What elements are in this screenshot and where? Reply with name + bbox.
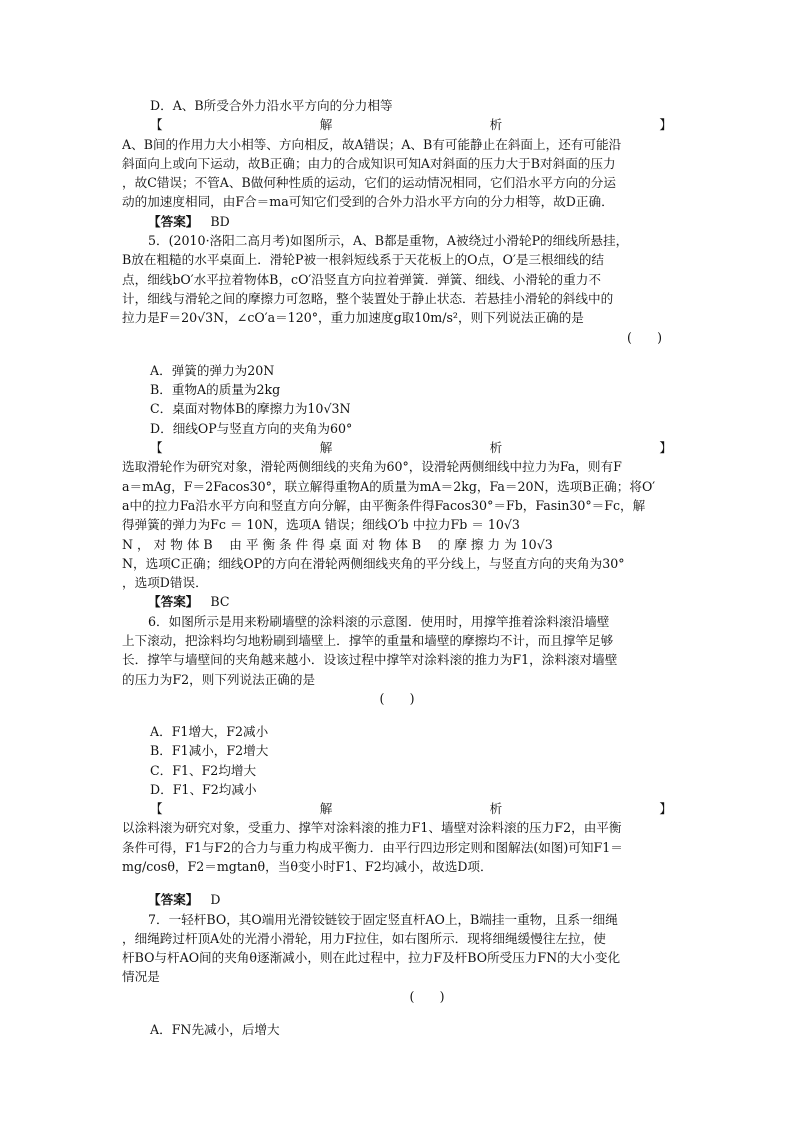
q4-analysis-heading [122, 115, 672, 134]
spacer [122, 708, 672, 722]
q6-answer-blank [122, 689, 672, 708]
answer-parentheses: ( ) [409, 988, 445, 1004]
q6-analysis-heading [122, 799, 672, 818]
q5-stem-line: 5．(2010·洛阳二高月考)如图所示，A、B都是重物，A被绕过小滑轮P的细线所悬挂， [148, 233, 629, 249]
q5-analysis-line: N ， 对 物 体 B 由 平 衡 条 件 得 桌 面 对 物 体 B 的 摩 擦 力 为 10√3 [122, 536, 553, 552]
q5-analysis-line: N，选项C正确；细线OP的方向在滑轮两侧细线夹角的平分线上，与竖直方向的夹角为30° [122, 555, 625, 571]
q7-stem-line: 7．一轻杆BO，其O端用光滑铰链铰于固定竖直杆AO上，B端挂一重物，且系一细绳 [148, 911, 618, 927]
jiexi-close: 】 [659, 117, 672, 133]
q5-answer-blank [122, 328, 672, 347]
spacer [122, 347, 672, 361]
q6-answer [122, 890, 672, 909]
jiexi-close: 】 [659, 440, 672, 456]
answer-label: 【答案】 [148, 594, 199, 610]
answer-value: D [210, 892, 221, 908]
answer-parentheses: ( ) [379, 690, 415, 706]
q6-option-d: D．F1、F2均减小 [150, 781, 257, 797]
q6-option-a: A．F1增大，F2减小 [150, 723, 269, 739]
q4-analysis-line: A、B间的作用力大小相等、方向相反，故A错误；A、B有可能静止在斜面上，还有可能沿 [122, 136, 622, 152]
jiexi-open: 【 [150, 117, 163, 133]
q7-option-a: A．FN先减小，后增大 [150, 1021, 280, 1037]
answer-value: BD [210, 213, 230, 229]
q6-stem-line: 上下滚动，把涂料均匀地粉刷到墙壁上．撑竿的重量和墙壁的摩擦均不计，而且撑竿足够 [122, 633, 614, 649]
q5-stem-line: 点，细线bO′水平拉着物体B，cO′沿竖直方向拉着弹簧．弹簧、细线、小滑轮的重力不 [122, 271, 601, 287]
q6-option-c: C．F1、F2均增大 [150, 762, 257, 778]
spacer [122, 1006, 672, 1020]
q7-answer-blank [122, 987, 672, 1006]
q7-stem-line: 情况是 [122, 969, 160, 985]
answer-label: 【答案】 [148, 892, 199, 908]
q5-option-c: C．桌面对物体B的摩擦力为10√3N [150, 401, 351, 417]
q5-analysis-line: a＝mAg，F＝2Facos30°，联立解得重物A的质量为mA＝2kg，Fa＝20N，选项B正确；将O′ [122, 478, 656, 494]
jiexi-open: 【 [150, 440, 163, 456]
jiexi-close: 】 [659, 801, 672, 817]
answer-value: BC [210, 594, 230, 610]
jiexi-char2: 析 [489, 117, 503, 133]
q5-analysis-line: 选取滑轮作为研究对象，滑轮两侧细线的夹角为60°，设滑轮两侧细线中拉力为Fa，则有F [122, 459, 622, 475]
q6-analysis-line: 条件可得，F1与F2的合力与重力构成平衡力．由平行四边形定则和图解法(如图)可知F1＝ [122, 839, 623, 855]
q5-analysis-line: a中的拉力Fa沿水平方向和竖直方向分解，由平衡条件得Facos30°＝Fb，Fasin30°＝Fc，解 [122, 497, 646, 513]
q4-option-d: D．A、B所受合外力沿水平方向的分力相等 [150, 98, 393, 113]
q5-analysis-heading [122, 438, 672, 457]
q6-option-b: B．F1减小，F2增大 [150, 743, 269, 759]
jiexi-char1: 解 [319, 801, 333, 817]
q5-stem-line: 计，细线与滑轮之间的摩擦力可忽略，整个装置处于静止状态．若悬挂小滑轮的斜线中的 [122, 290, 614, 306]
q5-stem-line: 拉力是F＝20√3N，∠cO′a＝120°，重力加速度g取10m/s²，则下列说法正确的是 [122, 310, 584, 326]
jiexi-char2: 析 [489, 440, 503, 456]
spacer [122, 876, 672, 890]
jiexi-char2: 析 [489, 801, 503, 817]
jiexi-char1: 解 [319, 440, 333, 456]
q6-stem-line: 长．撑竿与墙壁间的夹角越来越小．设该过程中撑竿对涂料滚的推力为F1，涂料滚对墙壁 [122, 652, 618, 668]
q5-analysis-line: ，选项D错误． [122, 575, 208, 591]
q4-analysis-line: ，故C错误；不管A、B做何种性质的运动，它们的运动情况相同，它们沿水平方向的分运 [122, 175, 616, 191]
q7-stem-line: 杆BO与杆AO间的夹角θ逐渐减小，则在此过程中，拉力F及杆BO所受压力FN的大小变化 [122, 950, 621, 966]
q4-analysis-line: 动的加速度相同，由F合＝ma可知它们受到的合外力沿水平方向的分力相等，故D正确． [122, 194, 614, 210]
q5-stem-line: B放在粗糙的水平桌面上．滑轮P被一根斜短线系于天花板上的O点，O′是三根细线的结 [122, 252, 605, 268]
q6-analysis-line: 以涂料滚为研究对象，受重力、撑竿对涂料滚的推力F1、墙壁对涂料滚的压力F2，由平衡 [122, 820, 622, 836]
answer-label: 【答案】 [148, 213, 199, 229]
q7-stem-line: ，细绳跨过杆顶A处的光滑小滑轮，用力F拉住，如右图所示．现将细绳缓慢往左拉，使 [122, 930, 606, 946]
jiexi-char1: 解 [319, 117, 333, 133]
q5-option-a: A．弹簧的弹力为20N [150, 362, 275, 378]
document-body [122, 96, 672, 1039]
q5-analysis-line: 得弹簧的弹力为Fc ＝ 10N，选项A 错误；细线O′b 中拉力Fb ＝ 10√3 [122, 517, 520, 533]
q6-stem-line: 6．如图所示是用来粉刷墙壁的涂料滚的示意图．使用时，用撑竿推着涂料滚沿墙壁 [148, 613, 610, 629]
q6-analysis-line: mg/cosθ，F2＝mgtanθ，当θ变小时F1、F2均减小，故选D项． [122, 858, 493, 874]
jiexi-open: 【 [150, 801, 163, 817]
q5-option-b: B．重物A的质量为2kg [150, 382, 281, 398]
q5-answer [122, 592, 672, 611]
q6-stem-line: 的压力为F2，则下列说法正确的是 [122, 671, 316, 687]
answer-parentheses: ( ) [626, 329, 662, 345]
q4-analysis-line: 斜面向上或向下运动，故B正确；由力的合成知识可知A对斜面的压力大于B对斜面的压力 [122, 155, 616, 171]
q5-option-d: D．细线OP与竖直方向的夹角为60° [150, 420, 353, 436]
q4-answer [122, 212, 672, 231]
